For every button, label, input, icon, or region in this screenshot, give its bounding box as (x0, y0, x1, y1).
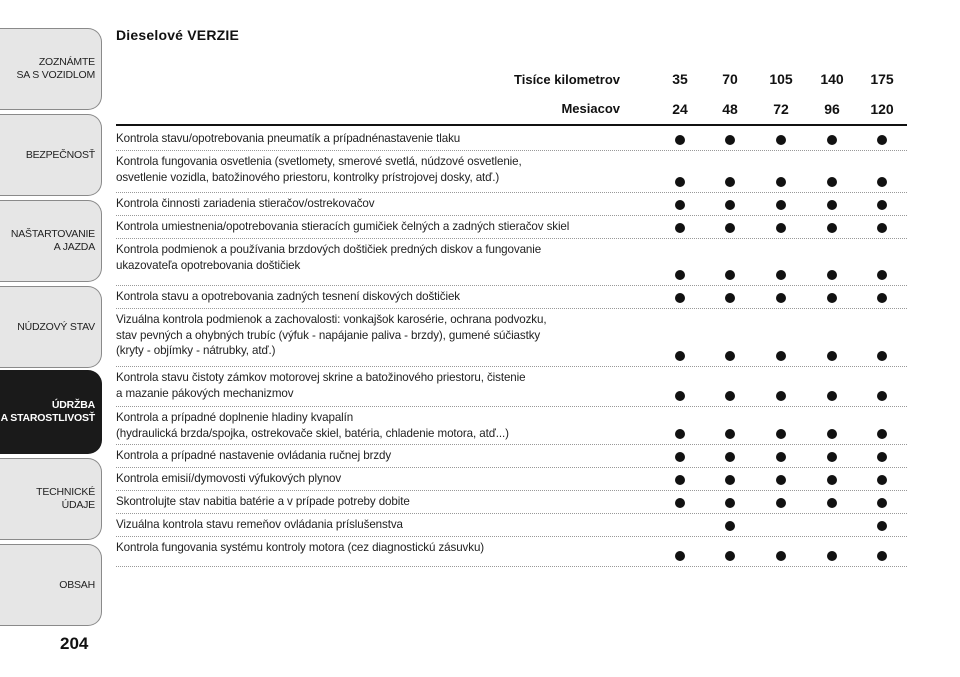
km-column-header: 175 (870, 71, 894, 87)
service-dot (776, 351, 786, 361)
service-dot (877, 429, 887, 439)
service-dot (725, 135, 735, 145)
months-column-header: 72 (773, 101, 789, 117)
table-row (116, 366, 907, 407)
row-label: Kontrola stavu/opotrebovania pneumatík a prípadnénastavenie tlaku (116, 132, 461, 145)
service-dot (675, 223, 685, 233)
service-dot (725, 551, 735, 561)
service-dot (827, 270, 837, 280)
table-row (116, 467, 907, 491)
service-dot (877, 293, 887, 303)
service-dot (675, 452, 685, 462)
tab-nastartovanie-a-jazda[interactable]: NAŠTARTOVANIE A JAZDA (0, 200, 102, 282)
service-dot (877, 200, 887, 210)
service-dot (776, 200, 786, 210)
tab-zoznamte-sa-s-vozidlom[interactable]: ZOZNÁMTE SA S VOZIDLOM (0, 28, 102, 110)
service-dot (675, 391, 685, 401)
service-dot (725, 223, 735, 233)
table-row (116, 406, 907, 445)
tab-udrzba-a-starostlivost[interactable]: ÚDRŽBA A STAROSTLIVOSŤ (0, 370, 102, 454)
row-label: Kontrola fungovania osvetlenia (svetlomety, smerové svetlá, núdzové osvetlenie, osvetlenie vozidla, batožinového priestoru, kontrolky prístrojovej dosky, atď.) (116, 155, 522, 184)
row-label: Kontrola emisií/dymovosti výfukových plynov (116, 472, 342, 485)
service-dot (827, 452, 837, 462)
service-dot (776, 475, 786, 485)
table-row (116, 308, 907, 367)
service-dot (776, 498, 786, 508)
row-label: Kontrola a prípadné nastavenie ovládania ručnej brzdy (116, 449, 392, 462)
service-dot (725, 429, 735, 439)
service-dot (877, 498, 887, 508)
service-dot (877, 391, 887, 401)
section-title: Dieselové VERZIE (116, 27, 240, 43)
service-dot (877, 452, 887, 462)
service-dot (725, 270, 735, 280)
service-dot (776, 135, 786, 145)
tab-obsah[interactable]: OBSAH (0, 544, 102, 626)
header-divider (116, 124, 907, 126)
table-row (116, 192, 907, 216)
service-dot (776, 391, 786, 401)
km-column-header: 140 (820, 71, 844, 87)
service-dot (827, 351, 837, 361)
service-dot (827, 177, 837, 187)
service-dot (877, 351, 887, 361)
tab-nudzovy-stav[interactable]: NÚDZOVÝ STAV (0, 286, 102, 368)
row-label: Kontrola činnosti zariadenia stieračov/ostrekovačov (116, 197, 375, 210)
service-dot (827, 475, 837, 485)
row-label: Skontrolujte stav nabitia batérie a v prípade potreby dobite (116, 495, 410, 508)
service-dot (675, 293, 685, 303)
service-dot (725, 452, 735, 462)
months-header-label: Mesiacov (561, 101, 620, 116)
service-dot (725, 391, 735, 401)
service-dot (725, 475, 735, 485)
service-dot (827, 498, 837, 508)
service-dot (877, 223, 887, 233)
service-dot (827, 429, 837, 439)
service-dot (877, 475, 887, 485)
km-column-header: 105 (769, 71, 793, 87)
service-dot (776, 177, 786, 187)
service-dot (675, 135, 685, 145)
tab-technicke-udaje[interactable]: TECHNICKÉ ÚDAJE (0, 458, 102, 540)
table-row (116, 127, 907, 151)
row-label: Kontrola stavu čistoty zámkov motorovej skrine a batožinového priestoru, čistenie a mazanie pákových mechanizmov (116, 371, 526, 400)
service-dot (877, 551, 887, 561)
service-dot (776, 293, 786, 303)
km-column-header: 70 (722, 71, 738, 87)
table-row (116, 536, 907, 567)
row-label: Kontrola umiestnenia/opotrebovania stieracích gumičiek čelných a zadných stieračov skiel (116, 220, 570, 233)
km-column-header: 35 (672, 71, 688, 87)
service-dot (776, 223, 786, 233)
service-dot (827, 551, 837, 561)
service-dot (675, 200, 685, 210)
months-column-header: 24 (672, 101, 688, 117)
service-dot (725, 521, 735, 531)
table-row (116, 215, 907, 239)
row-label: Vizuálna kontrola stavu remeňov ovládania príslušenstva (116, 518, 403, 531)
service-dot (827, 391, 837, 401)
row-label: Vizuálna kontrola podmienok a zachovalosti: vonkajšok karosérie, ochrana podvozku, stav pevných a ohybných trubíc (výfuk - napájanie paliva - brzdy), gumené súčiastky (kryty - objímky - nátrubky, atď.) (116, 313, 547, 358)
service-dot (675, 177, 685, 187)
service-dot (675, 429, 685, 439)
service-dot (675, 351, 685, 361)
service-dot (827, 200, 837, 210)
service-dot (877, 270, 887, 280)
service-dot (776, 270, 786, 280)
service-dot (827, 223, 837, 233)
table-row (116, 238, 907, 286)
table-row (116, 285, 907, 309)
service-dot (827, 293, 837, 303)
table-row (116, 513, 907, 537)
service-dot (877, 135, 887, 145)
service-dot (725, 293, 735, 303)
service-dot (776, 452, 786, 462)
service-dot (776, 551, 786, 561)
table-row (116, 444, 907, 468)
months-column-header: 96 (824, 101, 840, 117)
service-dot (675, 270, 685, 280)
km-header-label: Tisíce kilometrov (514, 72, 620, 87)
row-label: Kontrola stavu a opotrebovania zadných tesnení diskových doštičiek (116, 290, 460, 303)
service-dot (877, 177, 887, 187)
sidebar (0, 0, 104, 677)
service-dot (725, 498, 735, 508)
service-dot (725, 177, 735, 187)
row-label: Kontrola podmienok a používania brzdových doštičiek predných diskov a fungovanie ukazovateľa opotrebovania doštičiek (116, 243, 542, 272)
row-label: Kontrola fungovania systému kontroly motora (cez diagnostickú zásuvku) (116, 541, 485, 554)
months-column-header: 120 (870, 101, 894, 117)
table-row (116, 490, 907, 514)
months-column-header: 48 (722, 101, 738, 117)
service-dot (725, 200, 735, 210)
service-dot (827, 135, 837, 145)
tab-bezpecnost[interactable]: BEZPEČNOSŤ (0, 114, 102, 196)
table-row (116, 150, 907, 193)
service-dot (877, 521, 887, 531)
service-dot (776, 429, 786, 439)
service-dot (725, 351, 735, 361)
service-dot (675, 498, 685, 508)
page-number: 204 (60, 634, 89, 653)
service-dot (675, 475, 685, 485)
row-label: Kontrola a prípadné doplnenie hladiny kvapalín (hydraulická brzda/spojka, ostrekovače skiel, batéria, chladenie motora, atď...) (116, 411, 509, 440)
service-dot (675, 551, 685, 561)
